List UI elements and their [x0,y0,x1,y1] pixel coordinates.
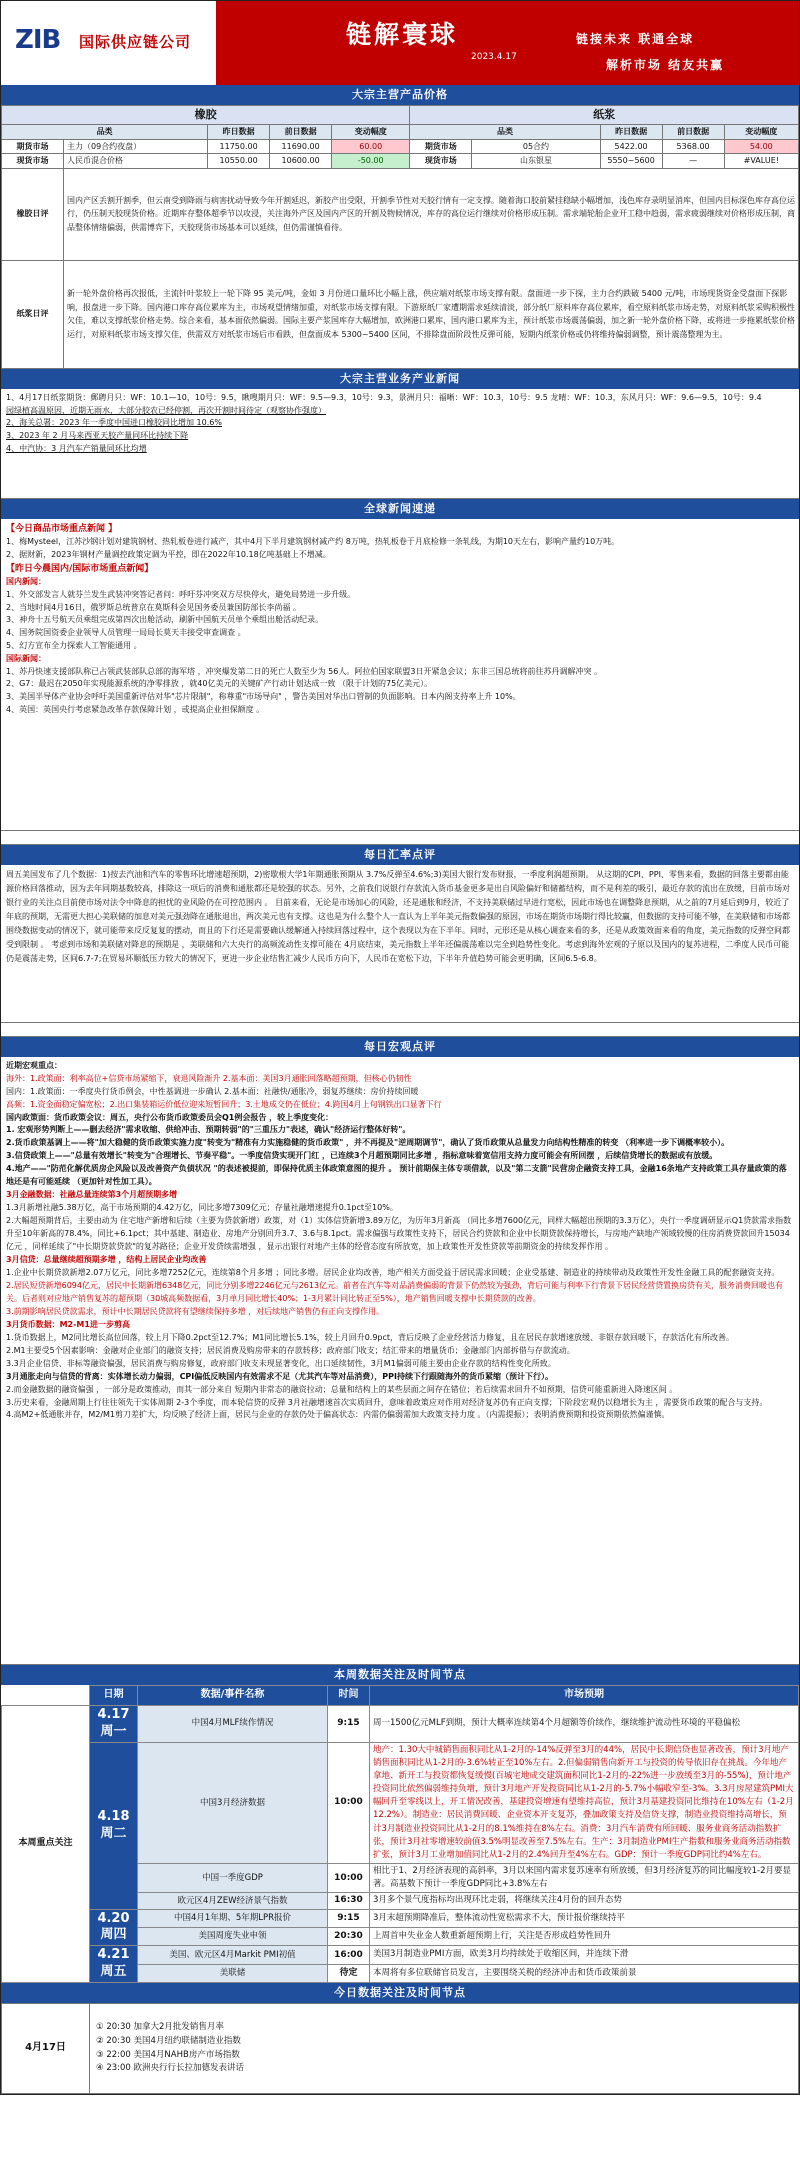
week-date-weekday: 周二 [100,1825,127,1841]
week-event: 中国4月MLF续作情况 [138,1705,328,1742]
pulp-daily-row [2,260,799,368]
col-date: 日期 [90,1685,138,1705]
pulp-name: 05合约 [472,139,600,154]
week-forecast: 上周首申失业金人数重新超预期上行，关注是否形成趋势性回升 [370,1927,799,1945]
macro-line: 2.M1主要受5个因素影响：金融对企业部门的融资支持；居民消费及购房带来的存款转移；政府部门收支；结汇带来的增量货币；金融部门内部拆借与存款流动。 [6,1345,575,1355]
report-date: 2023.4.17 [471,52,517,62]
week-table [1,1685,799,1983]
week-side-label: 本周重点关注 [2,1705,90,1982]
week-time: 16:30 [328,1893,370,1909]
rubber-daily-label: 橡胶日评 [2,168,64,260]
rubber-name: 人民币混合价格 [64,154,208,169]
week-date [90,1742,138,1909]
week-time: 10:00 [328,1864,370,1893]
col-yesterday: 昨日数据 [208,124,270,139]
today-date: 4月17日 [2,2004,90,2094]
macro-line: 4.地产——"防范化解优质房企风险以及改善资产负债状况 "的表述被提前，即保持优质主体政策意图的提升 。 预计前期保主体专项借款，以及"第二支箭"民营房企融资支持工具，金融16条地产支持政策工具存量政策的落地还是有可能延续 （更加针对性加工具）。 [6,1164,787,1187]
today-item: ① 20:30 加拿大2月批发销售月率 [96,2022,224,2033]
week-event: 美联储 [138,1964,328,1982]
logo [1,1,216,85]
logo-mark [15,22,73,64]
macro-line: 3月信贷：总量继续超预期多增 ，结构上居民企业均改善 [6,1255,207,1265]
week-corner [2,1685,90,1705]
week-time: 20:30 [328,1927,370,1945]
commodity-news-heading: 【今日商品市场重点新闻 】 [6,523,118,534]
macro-line: 2.大幅超预期背后，主要由动为 住宅地产新增和后续（主要为贷款新增）政策，对（1）实体信贷新增3.89万亿，为历年3月新高 （同比多增7600亿元，同样大幅超出预期的3.3万亿），央行一季度调研显示Q1贷款需求指数升至10年新高的78.4%，同比+6.1pct；其中基建、制造业、房地产分别回升3.7、3.6与8.1pct。需求偏强与政策性支持下，居民合约贷款和企业中长期贷款保持增长，与房地产缺地产领域较慢的住房消费贷款回升15034亿元 ，同样延续了"中长期贷款贷款"的复苏路径；企业开发贷续需增强 ，显示出银行对地产主体的经营态度有所放宽，加上政策性开发性贷款等前期资金的持续发挥作用 。 [6,1216,792,1252]
macro-line: 4.高M2+低通胀并存，M2/M1剪刀差扩大，均反映了经济上面，居民与企业的存款仍处于偏高状态：内需仍偏弱需加大政策支持力度 。（内需提振）；表明消费预期和投资预期依然偏谨慎。 [6,1410,670,1420]
today-item: ③ 22:00 美国4月NAHB房产市场指数 [96,2049,240,2060]
week-time: 9:15 [328,1705,370,1742]
week-date-day: 4.18 [97,1808,130,1824]
macro-line: 2.货币政策基调上——将"加大稳健的货币政策实施力度"转变为"精准有力实施稳健的货币政策" ，并不再提及"逆周期调节"，确认了货币政策从总量发力向结构性精准的转变 （利率进一步下调概率较小）。 [6,1138,730,1148]
week-forecast: 周一1500亿元MLF到期，预计大概率连续第4个月超额等价续作，继续维护流动性环境的平稳偏松 [370,1705,799,1742]
macro-line: 1.3月新增社融5.38万亿，高于市场预期的4.42万亿，同比多增7309亿元；存量社融增速提升0.1pct至10%。 [6,1203,398,1213]
policy-news [1,389,799,499]
macro-line: 3月货币数据：M2-M1进一步剪高 [6,1319,130,1329]
week-date-day: 4.20 [97,1910,130,1926]
week-date [90,1909,138,1946]
week-forecast: 3月末超预期降准后，整体流动性宽松需求不大，预计报价继续持平 [370,1909,799,1927]
pulp-prev: — [662,154,724,169]
news-item: 3、神舟十五号航天员乘组完成第四次出舱活动，刷新中国航天员单个乘组出舱活动纪录。 [6,615,324,625]
pulp-yesterday: 5422.00 [600,139,662,154]
week-event: 美国、欧元区4月Markit PMI初值 [138,1946,328,1964]
section-week-title: 本周数据关注及时间节点 [1,1665,799,1685]
news-item: 1、4月17日纸浆期货：郵聘月只：WF：10.1—10，10号：9.5，瞅嗖期月只：WF：9.5—9.3，10号：9.3，景洲月只：福晰：WF：10.3，10号：9.5 龙晴：WF：10.3，东风月只：WF：9.6—9.5，10号：9.4 [6,392,762,402]
macro-line: 高频：1.资金面稳定偏宽松；2.出口集装箱运价低位迎来短暂回升；3.土地成交仍在低位；4.跨国4月上旬钢铁出口显著下行 [6,1099,442,1109]
rubber-daily-text: 国内产区丢割开割季，但云南受到降雨与病害扰动导致今年开割延迟，新胶产出受限，开割季节性对天胶行情有一定支撑。随着海口胶前紧挂稳缺小幅增加，浅色库存录明显消库，但国内目标深色库存高位运行，仍压制天胶现货价格。近期库存整体超季节以攻浸，关注海外产区及国内产区的开割及物候情况，库存的高位运行继续对价格形成压制。需求端轮胎企业开工稳中趋弱，需求疲弱继续对价格形成压制，商品整体情绪偏弱，供需博弈下，天胶现货市场基本可以延续，但仍需谨慎看待。 [64,168,799,260]
macro-line: 3.历史来看，金融周期上行往往领先于实体周期 2-3个季度，而本轮信贷的反弹 3月社融增速首次实质回升，意味着政策应对作用对经济复苏仍有正向支撑；下阶段宏观仍以稳增长为主 ，需要货币政策的配合与支持。 [6,1397,768,1407]
rubber-title: 橡胶 [2,106,410,125]
macro-line: 3.前期影响居民贷款需求，预计中长期居民贷款将有望继续保持多增 ，对后续地产销售仍有正向支撑作用。 [6,1306,385,1316]
slogan-2: 解析市场 结友共赢 [606,58,725,72]
news-item: 2、当地时间4月16日，俄罗斯总统普京在莫斯科会见国务委员兼国防部长李尚福 。 [6,602,301,612]
news-item: 1、苏丹快速支援部队称已占领武装部队总部的海军塔 ，冲突爆发第二日的死亡人数至少为 56人。阿拉伯国家联盟3日开紧急会议；东非三国总统将前往苏丹调解冲突 。 [6,666,602,676]
logo-letters: ZIB [15,25,61,55]
pulp-daily-label: 纸浆日评 [2,260,64,368]
macro-line: 3.信贷政策上——"总量有效增长"转变为"合理增长、节奏平稳"。一季度信贷实现开门红 ，已连续3个月超预期同比多增 ，指标意味着宽信用支持力度可能会有所回摆 ，后续信贷增长的数据或有放缓。 [6,1151,718,1161]
news-item: 1、外交部发言人就芬兰发生武装冲突答记者问：呼吁芬冲突双方尽快停火，避免局势进一步升级。 [6,589,356,599]
macro-line: 国内政策面：货币政策会议：周五，央行公布货币政策委员会Q1例会报告 ，较上季度变化： [6,1112,334,1122]
spacer [1,831,799,845]
col-yesterday: 昨日数据 [600,124,662,139]
row-label: 现货市场 [2,154,64,169]
news-item: 4、中汽协：3 月汽车产销量同环比均增 [6,443,147,453]
section-fx-title: 每日汇率点评 [1,845,799,865]
week-date-day: 4.17 [97,1706,130,1722]
week-date-day: 4.21 [97,1947,130,1963]
col-category: 品类 [2,124,208,139]
week-forecast: 3月多个景气度指标均出现环比走弱，将继续关注4月份的回升态势 [370,1893,799,1909]
domestic-news-label: 国内新闻： [6,577,46,587]
macro-line: 3月通胀走向与信贷的背离：实体增长动力偏弱，CPI偏低反映国内有效需求不足（尤其汽车等对品消费），PPI持续下行跟随海外的货币紧缩（预计下行）。 [6,1371,553,1381]
logo-text: 国际供应链公司 [79,33,192,52]
week-time: 9:15 [328,1909,370,1927]
rubber-change: -50.00 [332,154,410,169]
header [1,1,799,85]
macro-line: 1. 宏观形势判断上——删去经济"需求收缩、供给冲击、预期转弱"的"三重压力"表述，确认"经济运行整体好转"。 [6,1125,411,1135]
section-macro-title: 每日宏观点评 [1,1037,799,1057]
pulp-title: 纸浆 [410,106,799,125]
week-row [2,1946,799,1964]
week-date-weekday: 周四 [100,1927,127,1943]
pulp-name: 山东银星 [472,154,600,169]
week-event: 中国4月1年期、5年期LPR报价 [138,1909,328,1927]
pulp-prev: 5368.00 [662,139,724,154]
price-table [1,105,799,369]
today-item: ④ 23:00 欧洲央行行长拉加德发表讲话 [96,2063,245,2074]
row-label: 现货市场 [410,154,472,169]
rubber-change: 60.00 [332,139,410,154]
news-item: 园绿植高温原因，近期无雨水，大部分胶农已经停割，再次开割时间待定（观察协作强度） [6,405,326,415]
macro-line: 1.企业中长期贷款新增2.07万亿元，同比多增7252亿元，连续第8个月多增 ；同比多增。居民企业均改善，地产相关方面受益于居民需求回暖；企业受基建、制造业的持续带动及政策性开发性金融工具的配套融资支持。 [6,1267,780,1277]
rubber-daily-row [2,168,799,260]
news-item: 3、美国半导体产业协会呼吁美国重新评估对华"芯片限制"，称尊重"市场导向" ，警告美国对华出口管制的负面影响。日本内阁支持率上升 10%。 [6,692,521,702]
col-change: 变动幅度 [724,124,798,139]
news-item: 5、幻方宣布全力探索人工智能通用 。 [6,641,142,651]
rubber-yesterday: 11750.00 [208,139,270,154]
market-news-heading: 【昨日今晨国内/国际市场重点新闻】 [6,563,154,574]
week-event: 中国3月经济数据 [138,1742,328,1864]
week-forecast: 相比于1、2月经济表现的高斜率，3月以来国内需求复苏速率有所放缓，但3月经济复苏的同比幅度较1-2月要显著。高基数下预计一季度GDP同比+3.8%左右 [370,1864,799,1893]
fx-commentary: 周五美国发布了几个数据：1)按去汽油和汽车的零售环比增速超预期，2)密歇根大学1年期通胀预期从 3.7%反弹至4.6%;3)美国大银行发布财报，一季度利润超预期。 从这期的CPI、PPI、零售来看，数据的回落主要都由能源价格回落推动，因为去年同期基数较高，排除这一项后的消费和通胀都还是较强的状态。另外，之前我们说银行存款流入货币基金更多是出自风险偏好和储蓄结构，而不是利差的吸引，最近存款的流出在放缓，目前市场对银行业的关注点目前使市场对法令中降息的担忧的业风险仍在可控范围内 。 目前来看，无论是市场加心的风险，还是通胀和经济，不支持美联储过早进行宽松，因此市场也在调整降息预期，从之前的7月延后到9月，较近了年底的预期，无需更大担心美联储的加息对美元强劲降在通胀退出，两次美元也有支撑。这也是为什么整个人一直认为上半年美元指数偏强的原因，市场在期货市场期行得比较赢，但数据的支持可能不够，在美联储和市场都围绕数据变动的情况下，就可能带来反反复复的摆动，而且的下行还是需要确认缓解通入持续回落过程中，这个表现以为在下半年。同时，元形还是从核心调查来看的多，还是从政策效面来看的角度，美元指数的反弹空间都受到限制 。 考虑到市场和美联储对降息的预期是 ，美联储和六大央行的高频流动性支撑可能在 4月底结束，美元指数上半年还偏震荡难以完全到趋势性变化。考虑到海外宏观的子原以及国内的复苏进程，二季度人民币可能仍是震荡走势，区间6.7-7;在贸易环顺低压力较大的情况下，更进一步企业结售汇减少人民币方向下，人民币在宽松下边，下半年升值趋势可能会更明确，区间6.5-6.8。 [1,865,799,1023]
news-item: 2、据财新，2023年钢材产量调控政策定调为平控，即在2022年10.18亿吨基础上不增减。 [6,549,331,559]
rubber-name: 主力（09合约夜盘） [64,139,208,154]
news-item: 4、国务院国资委企业领导人员管理一局局长莫天丰接受审查调查 。 [6,628,246,638]
week-time: 待定 [328,1964,370,1982]
macro-line: 1.货币数据上，M2同比增长高位回落，较上月下降0.2pct至12.7%；M1同比增长5.1%，较上月回升0.9pct，背后反映了企业经营活力修复，且在居民存款增速放缓、非银存款回暖下，存款活化有所改善。 [6,1332,735,1342]
col-change: 变动幅度 [332,124,410,139]
col-prev: 前日数据 [270,124,332,139]
macro-commentary [1,1057,799,1665]
col-event: 数据/事件名称 [138,1685,328,1705]
pulp-change: #VALUE! [724,154,798,169]
week-forecast: 本周将有多位联储官员发言，主要围绕关税的经济冲击和货币政策前景 [370,1964,799,1982]
price-row [2,154,799,169]
row-label: 期货市场 [410,139,472,154]
row-label: 期货市场 [2,139,64,154]
intl-news-label: 国际新闻： [6,653,46,663]
week-forecast: 地产：1.30大中城销售面积同比从1-2月的-14%反弹至3月的44%，居民中长期信贷也显著改善，预计3月地产销售面积同比从1-2月的-3.6%转正至10%左右。2.但偏弱销售向新开工与投资的传导依旧存在挑战。今年地产拿地、新开工与投资都恢复缓慢(百城宅地成交建筑面积同比1-2月的-22%进一步放缓至3月的-55%)，预计地产投资同比依然偏弱维持负增，预计3月地产开发投资同比从1-2月的-5.7%小幅收窄至-3%。3.3月房屋建筑PMI大幅回升至零线以上，开工情况改善，基建投资增速有望维持高位，预计3月基建投资同比维持在10%左右（1-2月12.2%）。制造业：居民消费回暖、企业资本开支复苏，叠加政策支持及信贷支撑，制造业投资维持高增长，预计3月制造业投资同比从1-2月的8.1%维持在8%左右。消费：3月汽车消费有所回暖、服务业商务活动指数扩张，预计3月社零增速较前值3.5%明显改善至7.5%左右。生产：3月制造业PMI生产指数和服务业商务活动指数扩张，预计3月工业增加值同比从1-2月的2.4%回升至4%左右。GDP：预计一季度GDP同比约4%左右。 [370,1742,799,1864]
rubber-prev: 10600.00 [270,154,332,169]
col-time: 时间 [328,1685,370,1705]
week-date [90,1705,138,1742]
week-time: 10:00 [328,1742,370,1864]
section-today-title: 今日数据关注及时间节点 [1,1983,799,2003]
today-item: ② 20:30 美国4月纽约联储制造业指数 [96,2036,241,2047]
macro-line: 3月金融数据：社融总量连续第3个月超预期多增 [6,1190,178,1200]
week-date-weekday: 周一 [100,1723,127,1739]
news-item: 1、梅Mysteel，江苏沙钢计划对建筑钢材、热轧板卷进行减产，其中4月下半月建筑钢材减产约 8万吨，热轧板卷于月底检修一条轧线，为期10天左右，影响产量约10万吨。 [6,537,620,547]
macro-line: 2.居民短贷新增6094亿元，居民中长期新增6348亿元，同比分别多增2246亿元与2613亿元。前者在汽车等对品消费偏弱的背景下仍然较为强劲，背后可能与利率下行背景下居民经营贷置换房贷有关，服务消费回暖也有关。后者则对应地产销售复苏的超预期（30城高频数据看，3月单月同比增长40%；1-3月累计同比转正至5%），地产销售回暖支撑中长期贷款的改善。 [6,1280,784,1303]
pulp-yesterday: 5550~5600 [600,154,662,169]
today-table [1,2003,799,2094]
spacer [1,1023,799,1037]
rubber-prev: 11690.00 [270,139,332,154]
macro-line: 2.而金融数据的融资偏强 ，一部分是政策推动，而其一部分来自 短期内非常态的融资拉动；总量和结构上的某些层面之间存在错位；若后续需求回升不如预期，信贷可能重新进入降速区间 。 [6,1384,678,1394]
section-policy-title: 大宗主营业务产业新闻 [1,369,799,389]
week-time: 16:00 [328,1946,370,1964]
week-forecast: 美国3月制造业PMI方面，欧美3月均持续处于收缩区间，并连续下滑 [370,1946,799,1964]
section-global-title: 全球新闻速递 [1,499,799,519]
news-item: 2、海关总署：2023 年一季度中国进口橡胶同比增加 10.6% [6,418,222,428]
slogan-1: 链接未来 联通全球 [576,32,695,46]
week-row [2,1909,799,1927]
news-item: 4、英国：英国央行考虑紧急改革存款保障计划 ，或提高企业担保额度 。 [6,705,265,715]
week-date [90,1946,138,1983]
news-item: 2、G7：最迟在2050年实现能源系统的净零排放 ，就40亿美元的关键矿产行动计划达成一致 （限于计划的75亿美元）。 [6,679,433,689]
col-prev: 前日数据 [662,124,724,139]
week-row [2,1742,799,1864]
week-date-weekday: 周五 [100,1964,127,1980]
section-commodity-title: 大宗主营产品价格 [1,85,799,105]
week-event: 中国一季度GDP [138,1864,328,1893]
report-title: 链解寰球 [346,20,459,49]
price-row [2,139,799,154]
pulp-daily-text: 新一轮外盘价格再次报低，主流针叶浆较上一轮下降 95 美元/吨，金如 3 月份进口量环比小幅上涨，供应端对纸浆市场支撑有限。盘面进一步下探，主力合约跌破 5400 元/吨，市场现货资金受盘面下探影响，报盘进一步下降。国内港口库存高位累库为主，市场观望情绪加重，对纸浆市场支撑有限。下游原纸厂家遭期需求延续清淡，部分纸厂原料库存高位累库，看空原料纸浆市场走势，对原料纸浆采购积极性欠佳，难以支撑纸浆价格走势。综合来看，基本面依然偏弱。国际主要产浆国库存大幅增加，欧洲港口累库，国内港口累库为主，预计纸浆市场震荡偏弱，加之新一轮外盘价格下降，或将进一步拖累纸浆价格运行，对原料纸浆市场支撑欠佳，供需双方对纸浆市场后市看跌，但盘面成本 5300~5400 区间，不排除盘面阶段性反弹可能，短期内纸浆价格或仍将维持偏弱调整，预计震荡整理为主。 [64,260,799,368]
week-row [2,1705,799,1742]
macro-heading: 近期宏观重点： [6,1060,62,1070]
week-event: 美国周度失业申领 [138,1927,328,1945]
macro-line: 3.3月企业信贷、非标等融资偏强，居民消费与购房修复，政府部门收支未现显著变化，出口延续韧性，3月M1偏弱可能主要由企业存款的结构性变化所致。 [6,1358,556,1368]
week-event: 欧元区4月ZEW经济景气指数 [138,1893,328,1909]
news-item: 3、2023 年 2 月马来西亚天胶产量同环比持续下降 [6,431,189,441]
today-list [90,2004,799,2094]
macro-line: 国内：1.政策面：一季度央行货币例会，中性基调进一步确认 2.基本面：社融快/通胀冷，弱复苏继续：房价持续回暖 [6,1086,419,1096]
col-category: 品类 [410,124,600,139]
macro-line: 海外：1.政策面：利率高位+信贷市场紧缩下，衰退风险渐升 2.基本面：美国3月通胀回落略超预期，但核心仍韧性 [6,1073,412,1083]
pulp-change: 54.00 [724,139,798,154]
rubber-yesterday: 10550.00 [208,154,270,169]
col-forecast: 市场预期 [370,1685,799,1705]
global-news [1,519,799,831]
